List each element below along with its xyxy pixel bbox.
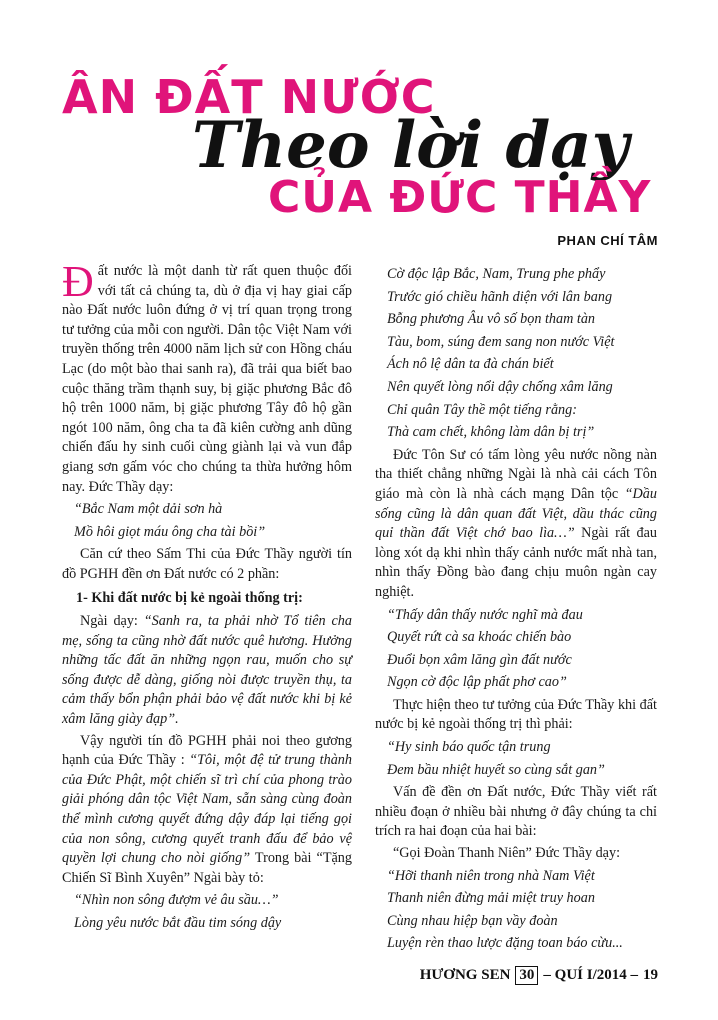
verse-line: Thanh niên đừng mải miệt truy hoan — [387, 890, 595, 907]
verse-line: Đem bầu nhiệt huyết so cùng sắt gan” — [387, 761, 605, 778]
paragraph: Thực hiện theo tư tưởng của Đức Thầy khi đất nước bị kẻ ngoài thống trị thì phải: — [375, 696, 657, 733]
drop-cap: Đ — [62, 257, 94, 306]
paragraph: Vấn đề đền ơn Đất nước, Đức Thầy viết rất nhiều đoạn ở nhiều bài nhưng ở đây chúng ta chỉ trích ra hai đoạn của hai bài: — [375, 784, 657, 840]
verse-line: Bỗng phương Âu vô số bọn tham tàn — [387, 311, 596, 328]
verse-line: Thà cam chết, không làm dân bị trị” — [387, 424, 595, 441]
verse-line: Mồ hôi giọt máu ông cha tài bồi” — [74, 523, 266, 540]
magazine-name: HƯƠNG SEN — [419, 967, 511, 983]
title-line-1: ÂN ĐẤT NƯỚC — [62, 70, 436, 124]
verse-line: Cùng nhau hiệp bạn vầy đoàn — [387, 912, 558, 929]
issue-number: 30 — [515, 966, 538, 985]
paragraph-lead: Ngài dạy: — [80, 613, 138, 630]
title-line-2: Theo lời dạy — [192, 108, 629, 183]
paragraph — [62, 612, 352, 730]
verse-line: Đuổi bọn xâm lăng gìn đất nước — [387, 651, 572, 668]
verse-line: Trước gió chiều hãnh diện với lân bang — [387, 288, 613, 305]
paragraph-lead: Vậy người tín đồ PGHH phải noi theo gương hạnh của Đức Thầy : — [62, 732, 352, 769]
paragraph-text: ất nước là một danh từ rất quen thuộc đối với tất cả chúng ta, dù ở địa vị hay giai cấp nào Đất nước luôn đứng ở vị trí quan trọng trong tư tưởng của mỗi con người. Dân tộc Việt Nam với truyền thống trên 4000 năm lịch sử con Hồng cháu Lạc (do một bào thai sanh ra), đã trải qua biết bao cuộc thăng trầm thạnh suy, bị giặc phương Bắc đô hộ trên 1000 năm, bị giặc phương Tây đô hộ gần ngót 100 năm, ông cha ta đã kiên cường anh dũng chiến đấu hy sinh cuối cùng giành lại và vun đắp giang sơn gấm vóc cho chúng ta thừa hưởng hôm nay. Đức Thầy dạy: — [62, 263, 352, 495]
verse-line: Ách nô lệ dân ta đà chán biết — [387, 356, 554, 373]
paragraph-tail: Trong bài “Tặng Chiến Sĩ Bình Xuyên” Ngài bày tỏ: — [62, 850, 352, 886]
paragraph-tail: Ngài rất đau lòng xót dạ khi nhìn thấy cảnh nước mất nhà tan, nhìn thấy Đồng bào đang chịu muôn ngàn cay nghiệt. — [375, 525, 657, 600]
quote-text: “Sanh ra, ta phải nhờ Tổ tiên cha mẹ, sống ta cũng nhờ đất nước quê hương. Hưởng những tấc đất ăn những ngọn rau, muốn cho sự sống được dễ dàng, giống nòi được truyền thụ, ta cảm thấy bổn phận phải bảo vệ đất nước khi bị kẻ xâm lăng giày đạp”. — [62, 613, 352, 728]
quote-text: “Tôi, một đệ tử trung thành của Đức Phật, một chiến sĩ trì chí của phong trào giải phóng dân tộc Việt Nam, sẵn sàng cùng đoàn thể mình cương quyết đứng dậy đáp lại tiếng gọi của non sông, cương quyết tranh đấu để bảo vệ quyền lợi chung cho nòi giống” — [62, 752, 352, 867]
issue-period: – QUÍ I/2014 – — [543, 967, 638, 983]
verse-line: Ngọn cờ độc lập phất phơ cao” — [387, 674, 567, 691]
verse-line: Lòng yêu nước bắt đầu tim sóng dậy — [74, 915, 282, 931]
page-number: 19 — [643, 967, 658, 983]
verse-line: Chỉ quân Tây thề một tiếng rằng: — [387, 401, 577, 418]
verse-line: Luyện rèn thao lược đặng toan báo cừu... — [387, 935, 623, 952]
verse-line: “Hy sinh báo quốc tận trung — [387, 739, 551, 756]
verse-line: Quyết rứt cà sa khoác chiến bào — [387, 629, 572, 646]
verse-line: Tàu, bom, súng đem sang non nước Việt — [387, 333, 615, 350]
verse-line: “Nhìn non sông đượm vẻ âu sầu…” — [74, 892, 279, 909]
paragraph-lead: Đức Tôn Sư có tấm lòng yêu nước nồng nàn tha thiết chẳng những Ngài là nhà cải cách Tôn giáo mà còn là nhà cách mạng Dân tộc — [375, 446, 657, 502]
paragraph — [62, 257, 352, 497]
verse-line: Cờ độc lập Bắc, Nam, Trung phe phẩy — [387, 266, 606, 282]
section-heading: 1- Khi đất nước bị kẻ ngoài thống trị: — [76, 589, 303, 606]
verse-line: “Bắc Nam một dải sơn hà — [74, 501, 223, 518]
right-column — [375, 262, 657, 957]
verse-line: “Thấy dân thấy nước nghĩ mà đau — [387, 606, 583, 623]
verse-line: “Hỡi thanh niên trong nhà Nam Việt — [387, 867, 595, 884]
paragraph: “Gọi Đoàn Thanh Niên” Đức Thầy dạy: — [393, 845, 621, 862]
paragraph — [375, 446, 657, 603]
paragraph — [62, 732, 352, 889]
paragraph: Căn cứ theo Sấm Thi của Đức Thầy người tín đồ PGHH đền ơn Đất nước có 2 phần: — [62, 546, 352, 582]
verse-line: Nên quyết lòng nổi dậy chống xâm lăng — [387, 378, 613, 395]
title-line-3: CỦA ĐỨC THẦY — [268, 172, 652, 223]
author-name: PHAN CHÍ TÂM — [557, 233, 658, 248]
page-footer — [420, 966, 658, 985]
left-column — [62, 257, 352, 937]
quote-text: “Dầu sống cũng là dân quan đất Việt, dầu thác cũng quỉ thần đất Việt chớ bao lìa…” — [375, 485, 657, 542]
